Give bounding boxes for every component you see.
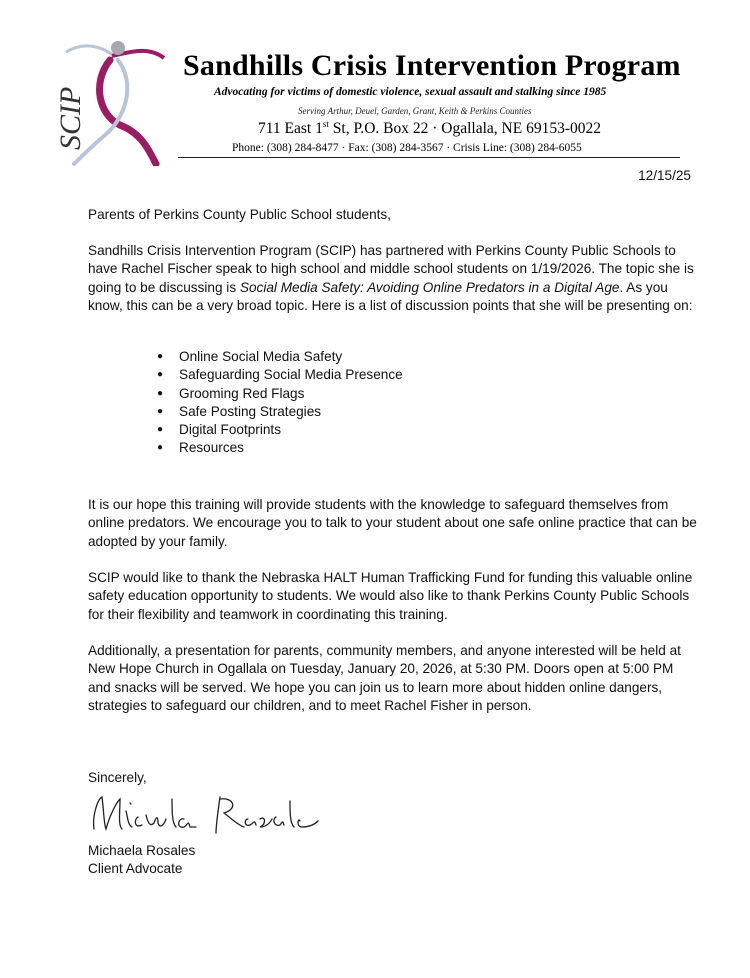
letter-date: 12/15/25: [638, 168, 691, 183]
address-remainder: St, P.O. Box 22 · Ogallala, NE 69153-0022: [328, 120, 601, 138]
hope-paragraph: It is our hope this training will provide students with the knowledge to safeguard themselves from online predators. We encourage you to talk to your student about one safe online practice that can be adopted by your family.: [88, 497, 697, 549]
organization-address: [258, 119, 601, 138]
parent-presentation-paragraph: Additionally, a presentation for parents, community members, and anyone interested will be held at New Hope Church in Ogallala on Tuesday, January 20, 2026, at 5:30 PM. Doors open at 5:00 PM and snacks will be served. We hope you can join us to learn more about hidden online dangers, strategies to safeguard our children, and to meet Rachel Fisher in person.: [88, 643, 681, 713]
intro-text-end: . As you know, this can be a very broad topic. Here is a list of discussion points that she will be presenting on:: [88, 279, 693, 313]
scip-ribbon-logo-icon: [52, 30, 170, 166]
intro-paragraph: [88, 242, 698, 315]
intro-text-start: Sandhills Crisis Intervention Program (SCIP) has partnered with Perkins County Public Schools to have Rachel Fischer speak to high school and middle school students on 1/19/2026. The topic she is going to be discussing is: [88, 243, 694, 295]
list-item: ● Safeguarding Social Media Presence: [157, 366, 403, 384]
organization-name: Sandhills Crisis Intervention Program: [183, 49, 681, 82]
service-area: Serving Arthur, Deuel, Garden, Grant, Keith & Perkins Counties: [298, 106, 532, 116]
address-ordinal-suffix: st: [322, 119, 329, 129]
handwritten-signature-icon: [88, 785, 323, 840]
address-street-number: 711 East 1: [258, 120, 323, 138]
list-item: ● Grooming Red Flags: [157, 385, 403, 403]
list-item: ● Online Social Media Safety: [157, 348, 403, 366]
list-item: ● Safe Posting Strategies: [157, 403, 403, 421]
letterhead-divider: [178, 157, 680, 158]
list-item: ● Digital Footprints: [157, 421, 403, 439]
organization-tagline: Advocating for victims of domestic violence, sexual assault and stalking since 1985: [214, 86, 607, 98]
closing: Sincerely,: [88, 770, 147, 785]
discussion-points-list: [157, 348, 403, 458]
signer-title: Client Advocate: [88, 861, 183, 876]
topic-title: Social Media Safety: Avoiding Online Predators in a Digital Age: [239, 279, 620, 295]
thanks-paragraph: SCIP would like to thank the Nebraska HALT Human Trafficking Fund for funding this valuable online safety education opportunity to students. We would also like to thank Perkins County Public Schools for their flexibility and teamwork in coordinating this training.: [88, 570, 693, 622]
contact-numbers: Phone: (308) 284-8477 · Fax: (308) 284-3567 · Crisis Line: (308) 284-6055: [232, 142, 582, 154]
signer-name: Michaela Rosales: [88, 843, 196, 858]
salutation: Parents of Perkins County Public School students,: [88, 207, 391, 222]
list-item: ● Resources: [157, 439, 403, 457]
logo-text: SCIP: [54, 86, 87, 150]
